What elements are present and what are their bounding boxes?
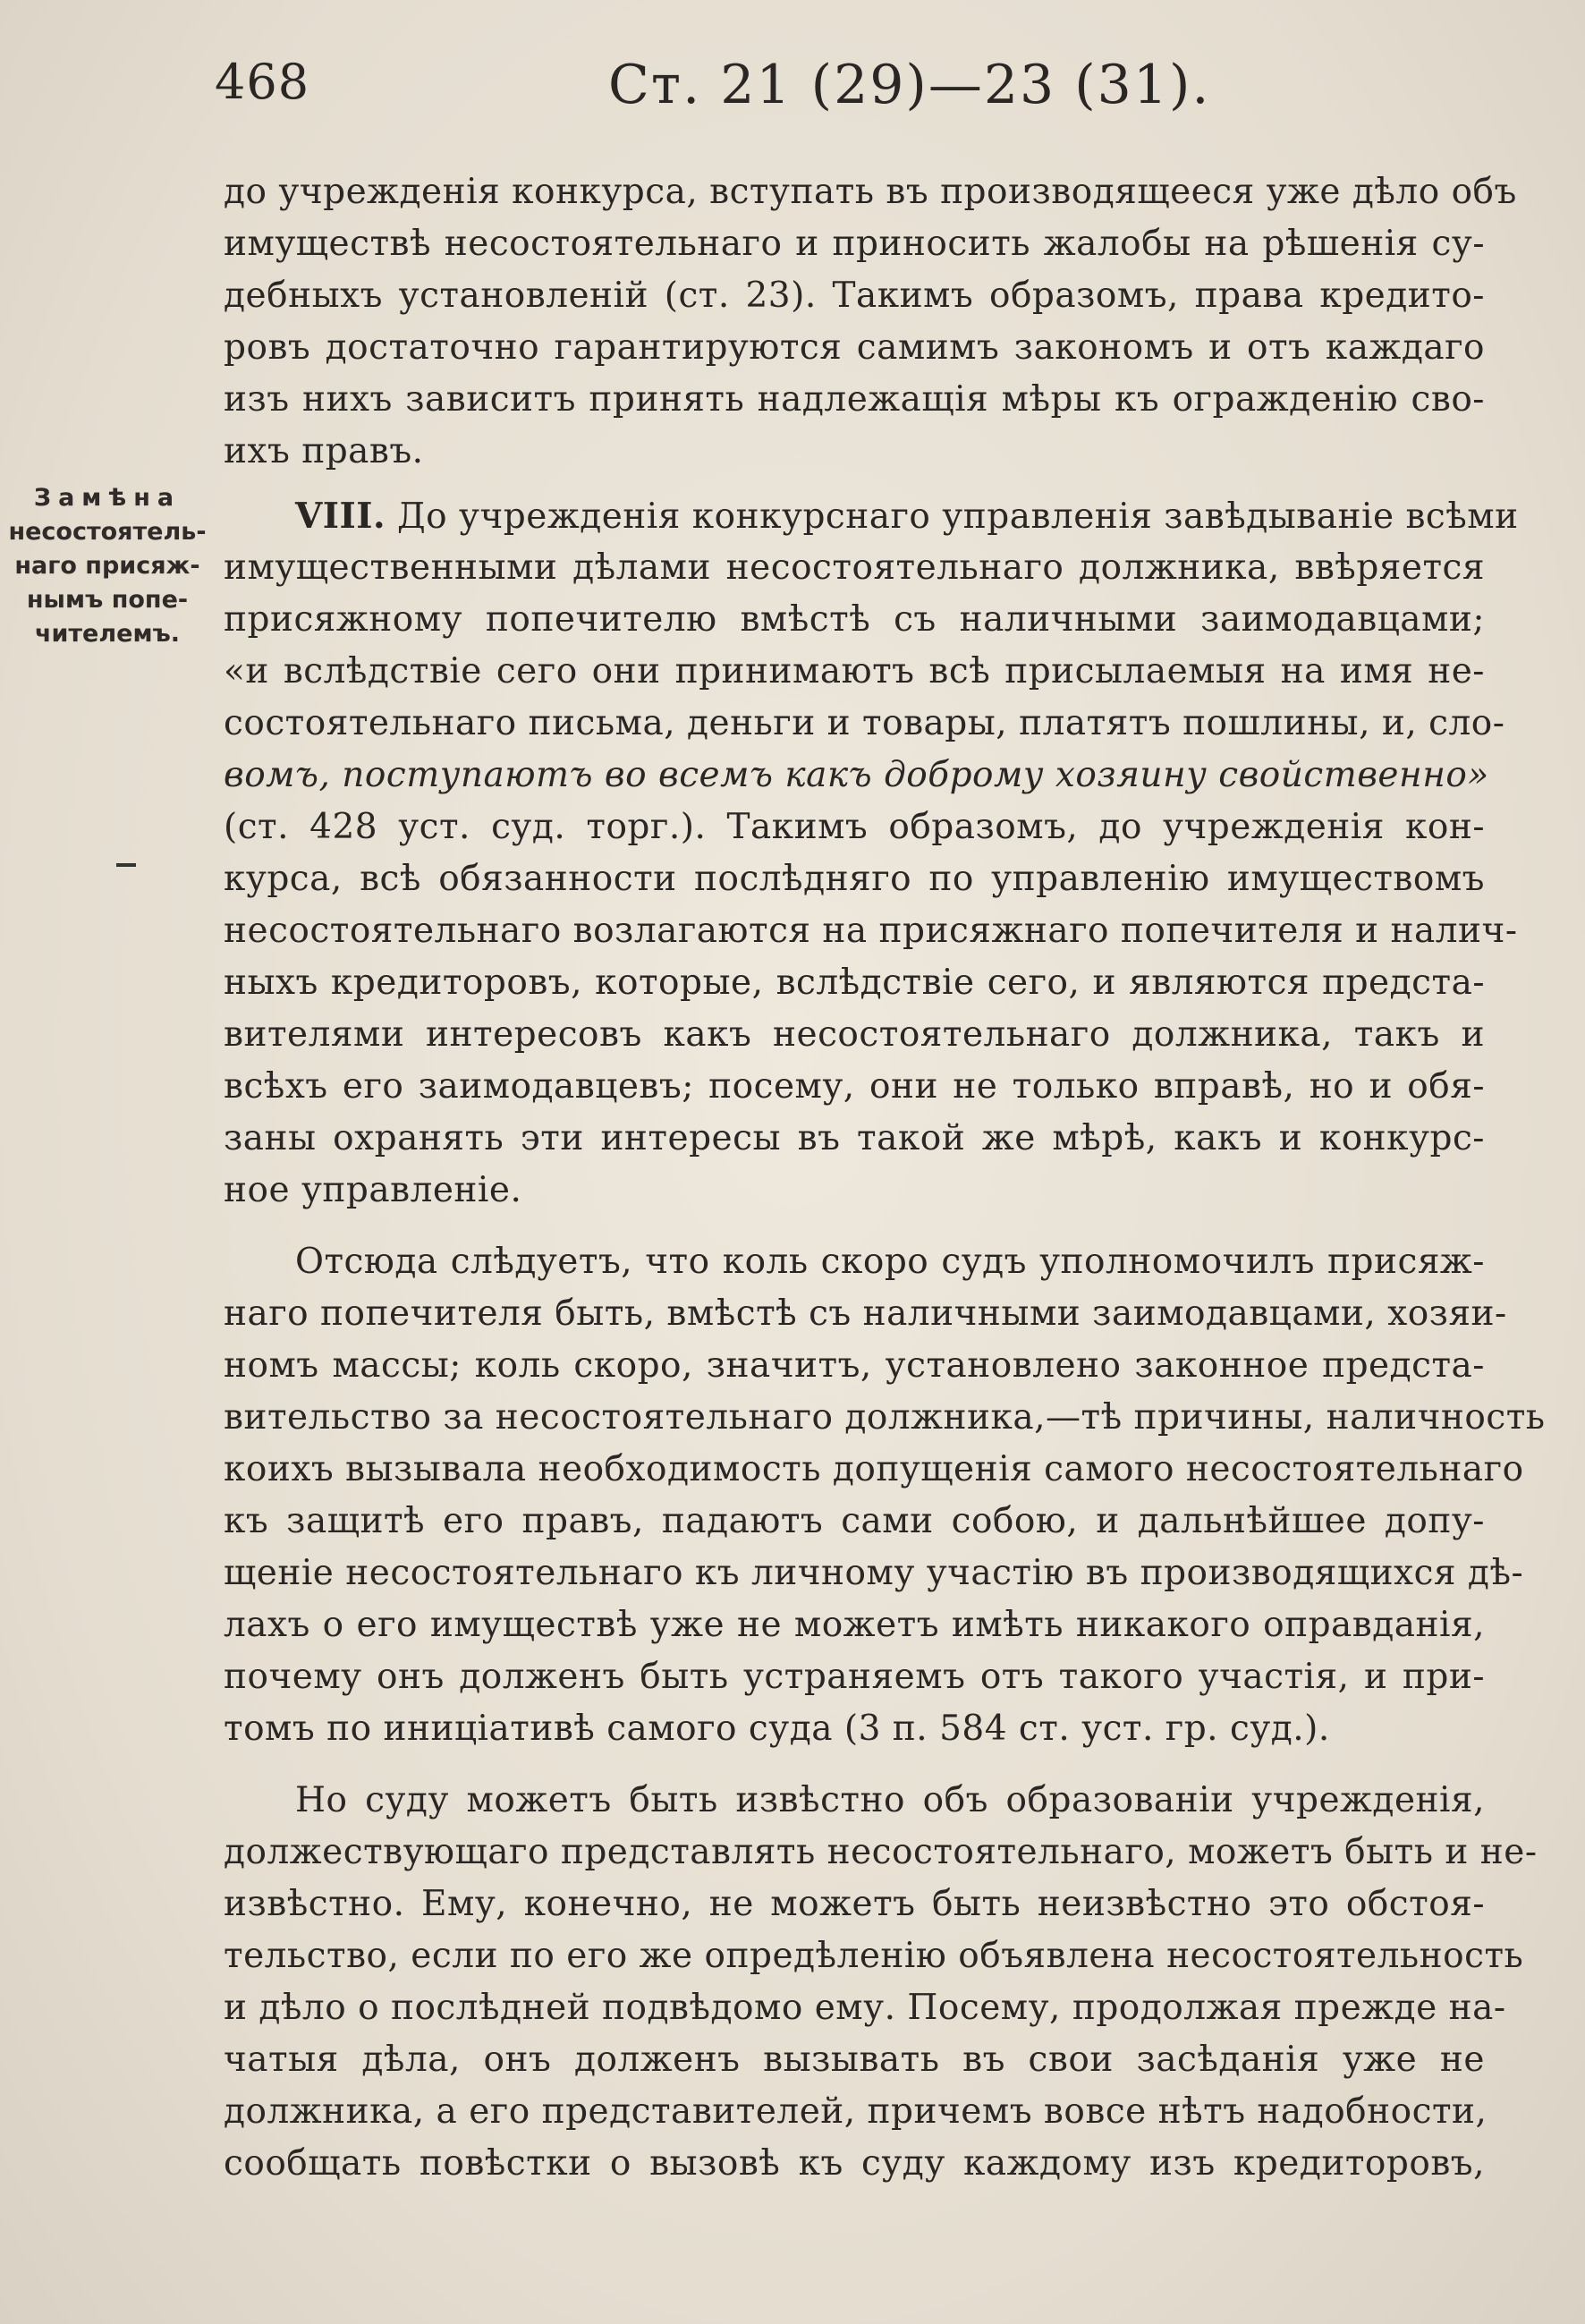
margin-note-line: наго присяж- [14,552,200,580]
text-line: ровъ достаточно гарантируются самимъ закономъ и отъ каждаго [224,327,1485,368]
text-line: ное управленіе. [224,1170,522,1210]
text-line: почему онъ долженъ быть устраняемъ отъ такого участія, и при- [224,1657,1485,1697]
text-line: вительство за несостоятельнаго должника,—тѣ причины, наличность [224,1397,1546,1438]
text-line: «и вслѣдствіе сего они принимаютъ всѣ присылаемыя на имя не- [224,651,1485,691]
text-line: несостоятельнаго возлагаются на присяжнаго попечителя и налич- [224,911,1518,951]
text-line: присяжному попечителю вмѣстѣ съ наличными заимодавцами; [224,599,1485,640]
running-head: Ст. 21 (29)—23 (31). [608,54,1211,116]
margin-note-line: несостоятель- [8,518,207,546]
text-line: щеніе несостоятельнаго къ личному участію въ производящихся дѣ- [224,1553,1524,1593]
text-line: должника, а его представителей, причемъ вовсе нѣтъ надобности, [224,2091,1488,2132]
paragraph [224,1775,1538,2190]
text-line: ихъ правъ. [224,431,424,471]
margin-note-line: чителемъ. [34,620,181,648]
text-line: имуществѣ несостоятельнаго и приносить жалобы на рѣшенія су- [224,224,1485,264]
text-line: наго попечителя быть, вмѣстѣ съ наличными заимодавцами, хозяи- [224,1293,1507,1334]
text-line: заны охранять эти интересы въ такой же мѣрѣ, какъ и конкурс- [224,1118,1485,1158]
text-line: чатыя дѣла, онъ долженъ вызывать въ свои засѣданія уже не [224,2040,1485,2080]
text-line: ныхъ кредиторовъ, которые, вслѣдствіе сего, и являются предста- [224,963,1485,1003]
text-line: коихъ вызывала необходимость допущенія самого несостоятельнаго [224,1449,1524,1489]
text-line: изъ нихъ зависитъ принять надлежащія мѣры къ огражденію сво- [224,379,1485,420]
margin-mark [116,863,136,867]
text-line: имущественными дѣлами несостоятельнаго должника, ввѣряется [224,547,1485,588]
text-line: къ защитѣ его правъ, падаютъ сами собою, и дальнѣйшее допу- [224,1501,1485,1541]
text-line: всѣхъ его заимодавцевъ; посему, они не только вправѣ, но и обя- [224,1066,1485,1107]
text-line: должествующаго представлять несостоятельнаго, можетъ быть и не- [224,1832,1538,1872]
paragraph-section-viii [224,490,1519,1217]
text-line: сообщать повѣстки о вызовѣ къ суду каждому изъ кредиторовъ, [224,2143,1485,2184]
text-line: состоятельнаго письма, деньги и товары, платятъ пошлины, и, сло- [224,703,1505,743]
text-line: томъ по иниціативѣ самого суда (3 п. 584 ст. уст. гр. суд.). [224,1709,1330,1749]
page-header [215,54,1494,134]
text-line: лахъ о его имуществѣ уже не можетъ имѣть никакого оправданія, [224,1605,1485,1645]
text-line: Но суду можетъ быть извѣстно объ образованіи учрежденія, [295,1780,1485,1820]
page-number: 468 [215,54,310,110]
text-line: и дѣло о послѣдней подвѣдомо ему. Посему, продолжая прежде на- [224,1988,1506,2028]
text-line: VIII. До учрежденія конкурснаго управленія завѣдываніе всѣми [295,496,1519,537]
text-line: извѣстно. Ему, конечно, не можетъ быть неизвѣстно это обстоя- [224,1884,1485,1924]
text-line: тельство, если по его же опредѣленію объявлена несостоятельность [224,1936,1524,1976]
text-line: дебныхъ установленій (ст. 23). Такимъ образомъ, права кредито- [224,276,1485,316]
margin-note-line: Замѣна [33,484,182,512]
section-number: VIII. [295,496,386,537]
body-text [224,166,1546,2190]
paragraph [224,1236,1546,1755]
text-line: вителями интересовъ какъ несостоятельнаго должника, такъ и [224,1014,1485,1055]
text-line: (ст. 428 уст. суд. торг.). Такимъ образомъ, до учрежденія кон- [224,807,1485,847]
text-line: номъ массы; коль скоро, значитъ, установлено законное предста- [224,1345,1485,1386]
margin-note-line: нымъ попе- [26,586,189,614]
text-line: курса, всѣ обязанности послѣдняго по управленію имуществомъ [224,859,1485,899]
text-line: до учрежденія конкурса, вступать въ производящееся уже дѣло объ [224,172,1517,212]
margin-note [4,481,211,651]
paragraph [224,166,1517,478]
text-line: вомъ, поступаютъ во всемъ какъ доброму хозяину свойственно» [224,755,1489,795]
text-line: Отсюда слѣдуетъ, что коль скоро судъ уполномочилъ присяж- [295,1242,1485,1282]
